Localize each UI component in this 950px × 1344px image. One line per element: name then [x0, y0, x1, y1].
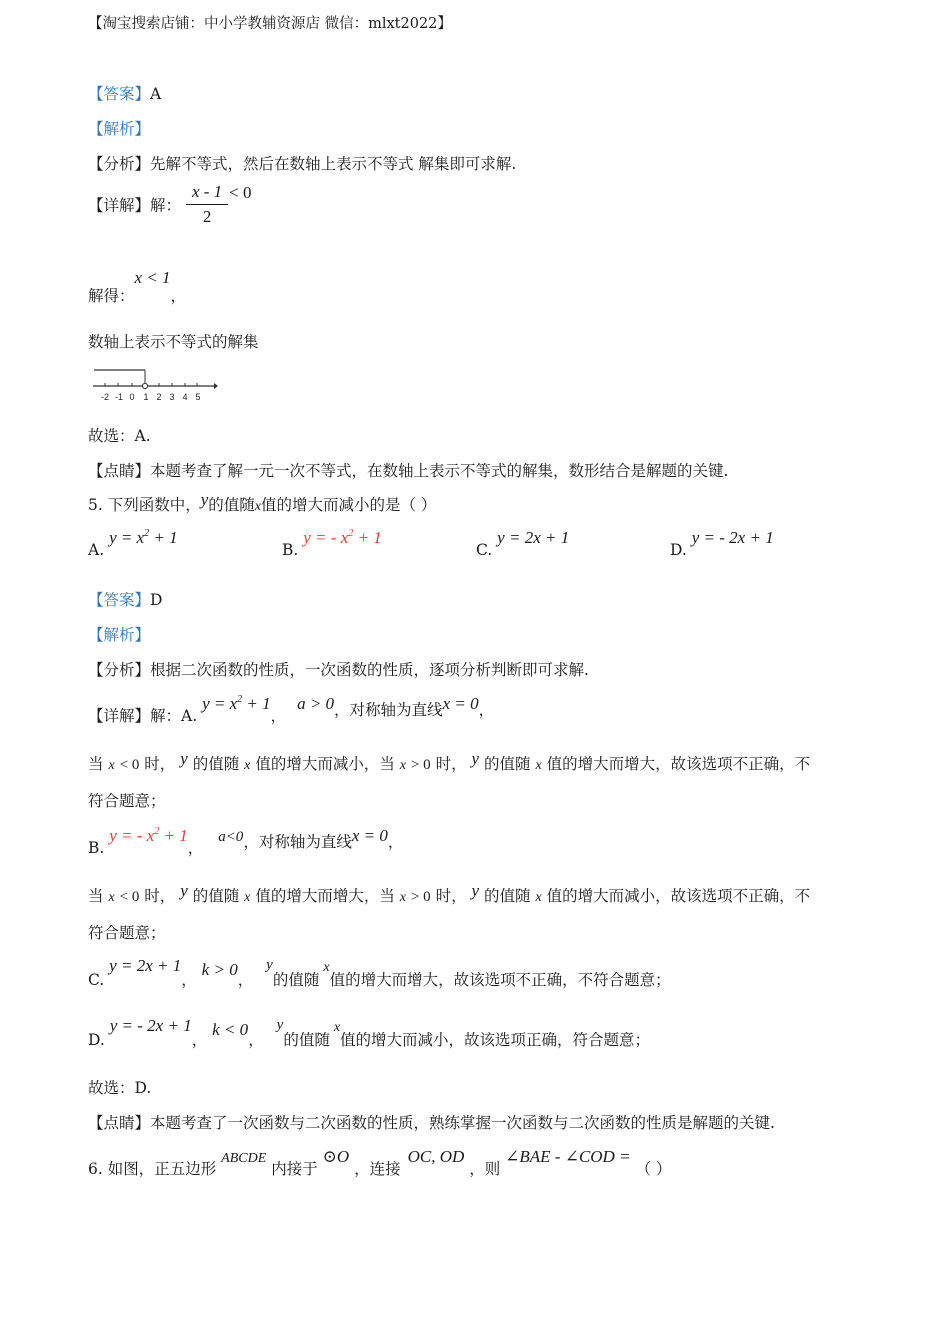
- fraction-denominator: 2: [202, 207, 212, 226]
- q6-polygon: ABCDE: [221, 1151, 267, 1166]
- stem-y: y: [200, 490, 209, 509]
- comma: ，: [387, 833, 404, 851]
- solve-expr: x < 1: [134, 268, 171, 287]
- inequality-fraction: [186, 182, 228, 227]
- fraction-numerator: x - 1: [186, 182, 228, 205]
- tick-label: 5: [195, 392, 201, 402]
- detail-d-label: D.: [88, 1031, 105, 1049]
- q6-stem-mid1: 内接于: [271, 1160, 318, 1178]
- stem-x: x: [254, 499, 261, 514]
- option-c-expr: y = 2x + 1: [497, 528, 570, 547]
- question-6-stem: [88, 1145, 672, 1178]
- numberline-caption: 数轴上表示不等式的解集: [88, 333, 259, 351]
- detail-b-line-2: 符合题意；: [88, 924, 166, 942]
- q6-stem-mid3: ，则: [469, 1160, 501, 1178]
- detail-d-post: 值的增大而减小，故该选项正确，符合题意；: [340, 1031, 651, 1049]
- tick-label: 0: [129, 392, 135, 402]
- tick-label: 4: [182, 392, 188, 402]
- tick-label: 1: [143, 392, 149, 402]
- detail-a-line-1: 当 x < 0 时， y 的值随 x 值的增大而减小，当 x > 0 时， y 的值随 x 值的增大而增大，故该选项不正确，不: [88, 749, 811, 773]
- analysis-tag: 【解析】: [88, 120, 151, 138]
- choose-line: 故选：D.: [88, 1079, 152, 1097]
- page-header: 【淘宝搜索店铺：中小学教辅资源店 微信：mlxt2022】: [88, 16, 452, 32]
- answer-tag: 【答案】: [88, 591, 151, 609]
- option-label: B.: [282, 541, 299, 559]
- detail-b-cond: a<0: [218, 829, 244, 845]
- dianjing-text: 【点睛】本题考查了一次函数与二次函数的性质，熟练掌握一次函数与二次函数的性质是解题的关键.: [88, 1114, 775, 1132]
- detail-a-axis-expr: x = 0: [442, 694, 479, 713]
- detail-label: 【详解】解：: [88, 196, 182, 215]
- detail-d-y: y: [276, 1017, 284, 1033]
- detail-a-expr: $y = x^2 + 1$: [202, 694, 271, 713]
- detail-c-line: [88, 954, 671, 989]
- stem-post: 值的增大而减小的是（ ）: [261, 496, 437, 514]
- analysis-text: 【分析】先解不等式，然后在数轴上表示不等式 解集即可求解.: [88, 155, 517, 173]
- detail-b-line: [88, 824, 404, 857]
- detail-c-mid: 的值随: [272, 971, 320, 989]
- comma: ，: [478, 701, 495, 719]
- q6-expr: ∠BAE - ∠COD =: [505, 1147, 631, 1166]
- detail-b-label: B.: [88, 839, 105, 857]
- detail-c-y: y: [266, 957, 273, 973]
- option-a[interactable]: [88, 528, 178, 559]
- option-label: C.: [476, 541, 493, 559]
- detail-b-expr: y = - $x^2 + 1$: [109, 826, 188, 845]
- comma: ，: [191, 1031, 208, 1049]
- option-d-expr: y = - 2x + 1: [691, 528, 774, 547]
- comma: ，: [237, 971, 254, 989]
- solve-label: 解得：: [88, 287, 135, 305]
- option-a-expr: $y = x^2 + 1$: [109, 528, 178, 547]
- detail-d-cond: k < 0: [212, 1020, 249, 1039]
- solve-tail: ，: [170, 287, 187, 305]
- comma: ，: [248, 1031, 264, 1049]
- detail-d-expr: y = - 2x + 1: [109, 1016, 192, 1035]
- answer-line: [88, 82, 161, 104]
- detail-c-x: x: [323, 960, 330, 975]
- option-b-expr: y = - $x^2 + 1$: [303, 528, 382, 547]
- option-b[interactable]: [282, 528, 382, 559]
- detail-b-line-1: 当 x < 0 时， y 的值随 x 值的增大而增大，当 x > 0 时， y 的值随 x 值的增大而减小，故该选项不正确，不: [88, 881, 811, 905]
- q6-segments: OC, OD: [407, 1147, 465, 1166]
- answer-value: D: [150, 591, 163, 609]
- detail-b-axis-expr: x = 0: [351, 826, 388, 845]
- answer-line: [88, 588, 162, 610]
- analysis-text: 【分析】根据二次函数的性质，一次函数的性质，逐项分析判断即可求解.: [88, 661, 589, 679]
- detail-a-axis: ，对称轴为直线: [334, 701, 443, 719]
- q6-stem-mid2: ，连接: [354, 1160, 401, 1178]
- number-line-figure: [90, 364, 220, 406]
- detail-a-line-2: 符合题意；: [88, 792, 166, 810]
- detail-c-expr: y = 2x + 1: [109, 956, 182, 975]
- tick-label: 2: [156, 392, 162, 402]
- detail-c-label: C.: [88, 971, 105, 989]
- q6-stem-post: （ ）: [635, 1160, 672, 1178]
- question-5-stem: [88, 490, 437, 515]
- detail-d-mid: 的值随: [283, 1031, 330, 1049]
- choose-line: 故选：A.: [88, 427, 151, 445]
- answer-value: A: [150, 85, 162, 103]
- tick-label: -2: [100, 392, 110, 402]
- q6-circle: ⊙O: [322, 1147, 350, 1166]
- solve-line: [88, 266, 187, 305]
- option-label: A.: [88, 541, 105, 559]
- stem-pre: 5. 下列函数中，: [88, 496, 201, 514]
- analysis-tag: 【解析】: [88, 626, 151, 644]
- comma: ，: [181, 971, 197, 989]
- option-label: D.: [670, 541, 687, 559]
- dianjing-text: 【点睛】本题考查了解一元一次不等式，在数轴上表示不等式的解集，数形结合是解题的关键.: [88, 462, 729, 480]
- detail-a-cond: a > 0: [297, 694, 335, 713]
- comma: ，: [187, 839, 204, 857]
- answer-tag: 【答案】: [88, 85, 151, 103]
- comma: ，: [270, 707, 287, 725]
- detail-d-x: x: [333, 1020, 341, 1035]
- detail-b-axis: ，对称轴为直线: [243, 833, 352, 851]
- q6-stem-pre: 6. 如图，正五边形: [88, 1160, 217, 1178]
- detail-label: 【详解】解：A.: [88, 707, 198, 725]
- option-c[interactable]: [476, 528, 570, 559]
- fraction-rhs: < 0: [229, 182, 252, 202]
- detail-line: [88, 182, 251, 227]
- detail-a-line: [88, 692, 495, 725]
- detail-c-cond: k > 0: [201, 960, 238, 979]
- detail-d-line: [88, 1014, 651, 1049]
- stem-mid: 的值随: [208, 496, 255, 514]
- option-d[interactable]: [670, 528, 774, 559]
- tick-label: 3: [169, 392, 175, 402]
- detail-c-post: 值的增大而增大，故该选项不正确，不符合题意；: [329, 971, 671, 989]
- tick-label: -1: [114, 392, 124, 402]
